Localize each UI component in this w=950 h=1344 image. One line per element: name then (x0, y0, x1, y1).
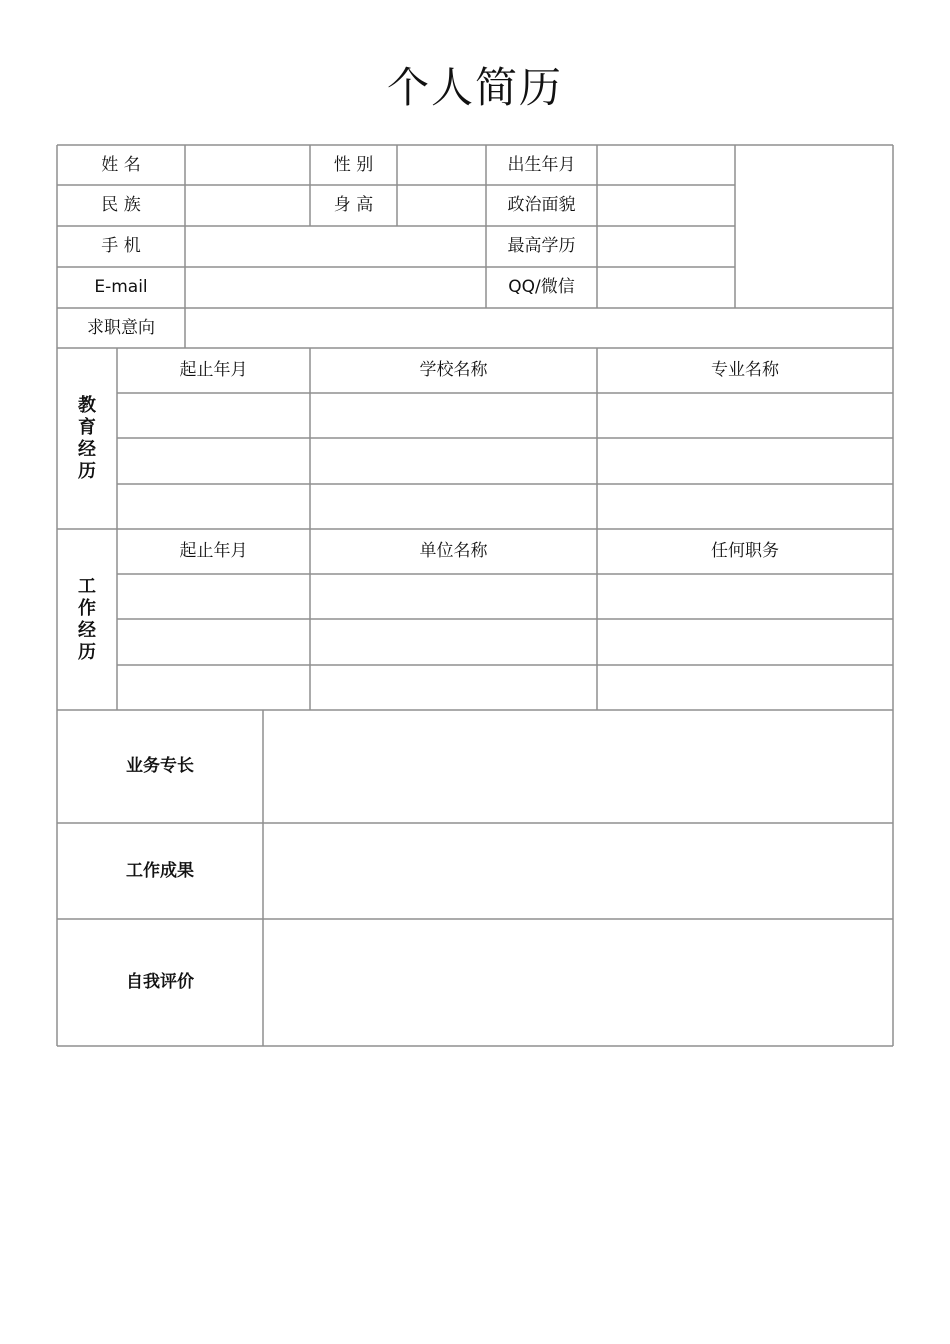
work-section-char: 历 (78, 641, 96, 663)
achievements-label: 工作成果 (126, 860, 194, 881)
qq-field[interactable] (597, 267, 735, 308)
height-field[interactable] (397, 185, 486, 226)
education-section-label (57, 348, 117, 529)
work-section-char: 经 (78, 619, 96, 641)
education-row-3-school[interactable] (310, 484, 597, 529)
education-level-field[interactable] (597, 226, 735, 267)
birth-field[interactable] (597, 145, 735, 185)
skills-field[interactable] (263, 710, 893, 823)
birth-label: 出生年月 (507, 154, 576, 175)
phone-field[interactable] (185, 226, 486, 267)
name-label: 姓 名 (101, 154, 141, 175)
political-label: 政治面貌 (507, 195, 576, 215)
photo-area[interactable] (735, 145, 893, 308)
work-row-3-company[interactable] (310, 665, 597, 710)
work-row-1-position[interactable] (597, 574, 893, 619)
education-row-2-period[interactable] (117, 438, 310, 484)
ethnicity-field[interactable] (185, 185, 310, 226)
page-title: 个人简历 (386, 63, 563, 112)
political-field[interactable] (597, 185, 735, 226)
work-row-3-period[interactable] (117, 665, 310, 710)
gender-field[interactable] (397, 145, 486, 185)
work-row-2-position[interactable] (597, 619, 893, 665)
education-level-label: 最高学历 (507, 236, 576, 256)
work-row-1-period[interactable] (117, 574, 310, 619)
education-section-char: 经 (78, 438, 96, 460)
self-evaluation-field[interactable] (263, 919, 893, 1046)
name-field[interactable] (185, 145, 310, 185)
qq-label: QQ/微信 (508, 277, 575, 297)
work-header-company: 单位名称 (419, 541, 488, 561)
phone-label: 手 机 (101, 236, 141, 256)
self-evaluation-label: 自我评价 (126, 972, 194, 992)
work-section-label (57, 529, 117, 710)
email-label: E-mail (94, 277, 148, 297)
education-row-3-major[interactable] (597, 484, 893, 529)
ethnicity-label: 民 族 (101, 195, 141, 215)
education-header-school: 学校名称 (419, 360, 488, 380)
work-header-position: 任何职务 (711, 541, 779, 561)
education-row-3-period[interactable] (117, 484, 310, 529)
work-row-1-company[interactable] (310, 574, 597, 619)
education-row-1-period[interactable] (117, 393, 310, 438)
education-header-period: 起止年月 (179, 360, 248, 380)
gender-label: 性 别 (333, 154, 374, 175)
achievements-field[interactable] (263, 823, 893, 919)
education-section-char: 历 (78, 460, 96, 482)
objective-label: 求职意向 (87, 317, 155, 338)
height-label: 身 高 (333, 195, 374, 215)
skills-label: 业务专长 (126, 756, 194, 776)
work-row-3-position[interactable] (597, 665, 893, 710)
work-header-period: 起止年月 (179, 541, 248, 561)
education-row-2-major[interactable] (597, 438, 893, 484)
education-section-char: 教 (78, 394, 96, 416)
work-row-2-period[interactable] (117, 619, 310, 665)
work-section-char: 作 (78, 597, 96, 619)
objective-field[interactable] (185, 308, 893, 348)
education-row-1-school[interactable] (310, 393, 597, 438)
education-section-char: 育 (78, 416, 96, 438)
work-row-2-company[interactable] (310, 619, 597, 665)
education-row-2-school[interactable] (310, 438, 597, 484)
education-header-major: 专业名称 (711, 360, 779, 380)
work-section-char: 工 (78, 575, 96, 597)
email-field[interactable] (185, 267, 486, 308)
education-row-1-major[interactable] (597, 393, 893, 438)
